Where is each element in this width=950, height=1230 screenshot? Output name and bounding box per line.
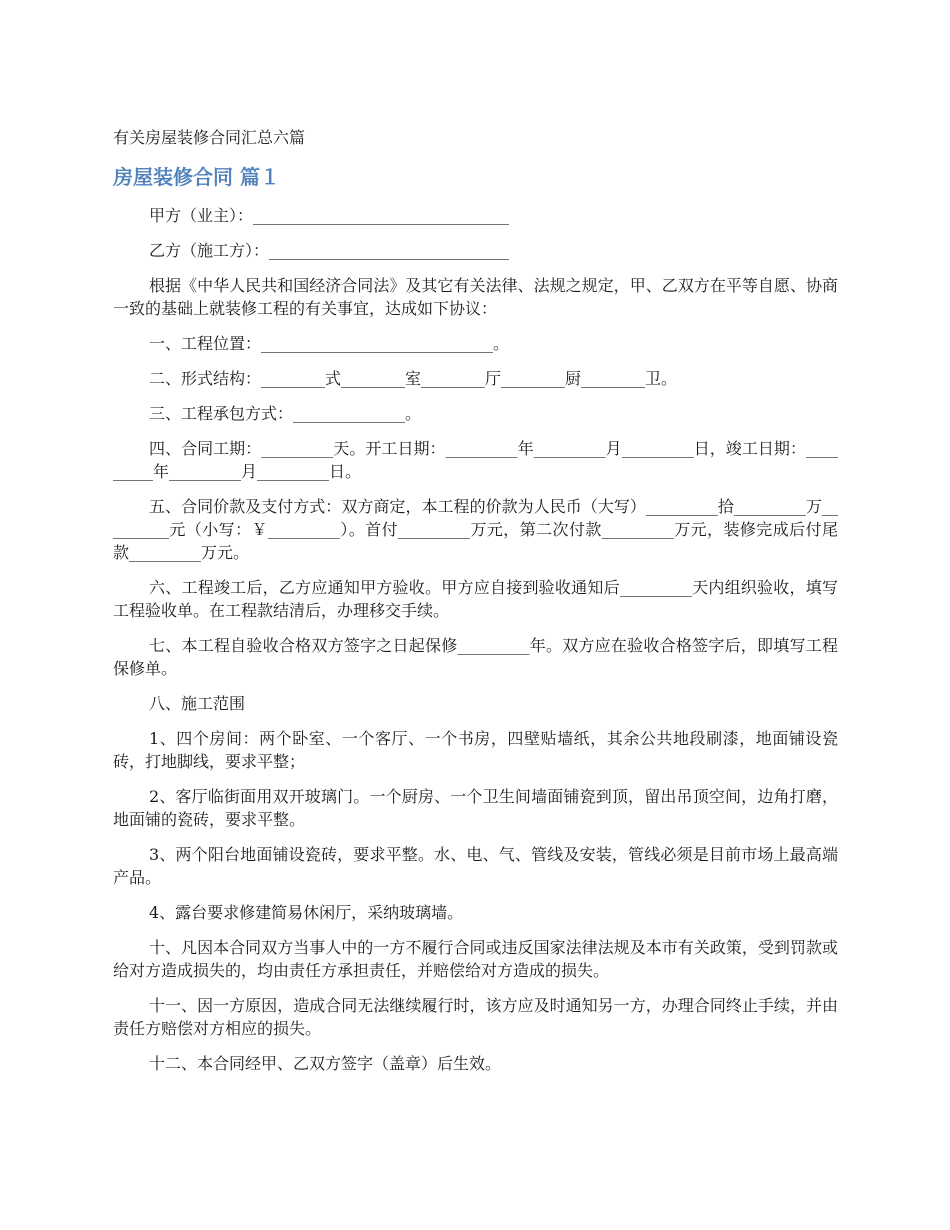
clause-12-effect: 十二、本合同经甲、乙双方签字（盖章）后生效。 (149, 1054, 502, 1073)
clause-5-payment: 五、合同价款及支付方式：双方商定，本工程的价款为人民币（大写）_________拾_________万_________元（小写：￥_________）。首付_________万元，第二次付款_________万元，装修完成后付尾款_________万元。 (113, 497, 838, 562)
clause-2-structure: 二、形式结构：________式________室________厅________厨________卫。 (149, 369, 678, 388)
preamble-paragraph: 根据《中华人民共和国经济合同法》及其它有关法律、法规之规定，甲、乙双方在平等自愿、协商一致的基础上就装修工程的有关事宜，达成如下协议： (113, 276, 838, 318)
clause-10-liability: 十、凡因本合同双方当事人中的一方不履行合同或违反国家法律法规及本市有关政策，受到罚款或给对方造成损失的，均由责任方承担责任，并赔偿给对方造成的损失。 (113, 938, 838, 980)
clause-8-scope-heading: 八、施工范围 (149, 694, 246, 713)
clause-1-location: 一、工程位置：_____________________________。 (149, 334, 510, 353)
section-heading: 房屋装修合同 篇１ (113, 165, 280, 189)
document-body (113, 204, 838, 1087)
clause-7-warranty: 七、本工程自验收合格双方签字之日起保修_________年。双方应在验收合格签字后，即填写工程保修单。 (113, 636, 838, 678)
clause-11-termination: 十一、因一方原因，造成合同无法继续履行时，该方应及时通知另一方，办理合同终止手续，并由责任方赔偿对方相应的损失。 (113, 996, 838, 1038)
clause-4-duration: 四、合同工期：_________天。开工日期：_________年_________月_________日，竣工日期：_________年_________月_________日。 (113, 439, 838, 481)
scope-item-1: 1、四个房间：两个卧室、一个客厅、一个书房，四壁贴墙纸，其余公共地段刷漆，地面铺设瓷砖，打地脚线，要求平整； (113, 729, 838, 771)
clause-3-contract-method: 三、工程承包方式：______________。 (149, 404, 422, 423)
document-title: 有关房屋装修合同汇总六篇 (113, 128, 306, 147)
party-a-line: 甲方（业主）：________________________________ (149, 206, 510, 225)
scope-item-4: 4、露台要求修建简易休闲厅，采纳玻璃墙。 (149, 903, 464, 922)
scope-item-3: 3、两个阳台地面铺设瓷砖，要求平整。水、电、气、管线及安装，管线必须是目前市场上最高端产品。 (113, 845, 838, 887)
scope-item-2: 2、客厅临街面用双开玻璃门。一个厨房、一个卫生间墙面铺瓷到顶，留出吊顶空间，边角打磨，地面铺的瓷砖，要求平整。 (113, 787, 838, 829)
clause-6-acceptance: 六、工程竣工后，乙方应通知甲方验收。甲方应自接到验收通知后_________天内组织验收，填写工程验收单。在工程款结清后，办理移交手续。 (113, 578, 838, 620)
party-b-line: 乙方（施工方）：______________________________ (149, 241, 510, 260)
